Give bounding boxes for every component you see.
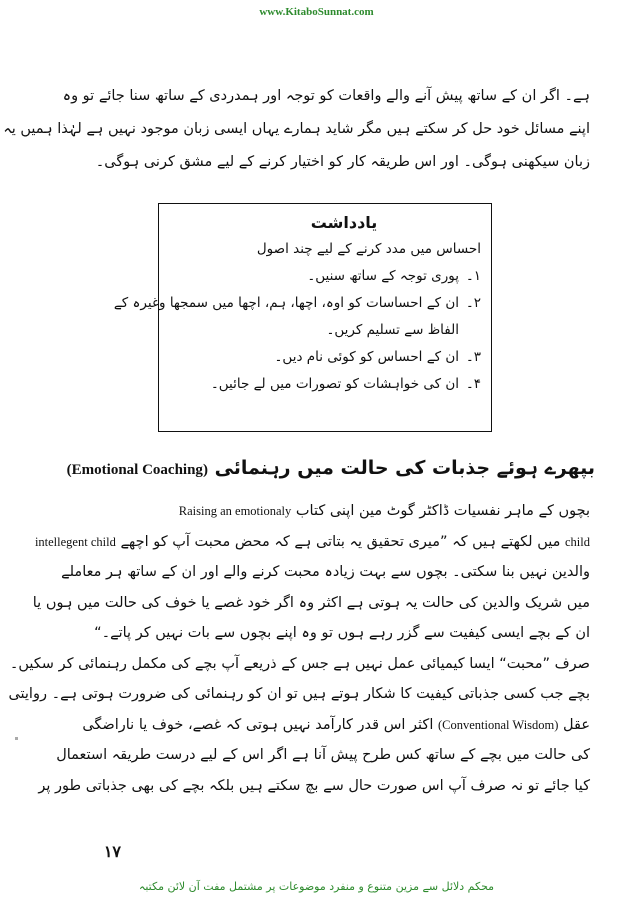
book-title-part3: child (565, 534, 590, 549)
scan-speck (15, 737, 18, 740)
body-line (70, 710, 590, 741)
memo-title: یادداشت (310, 213, 378, 232)
memo-box (113, 203, 492, 432)
memo-item-number: ۳۔ (465, 349, 481, 365)
body-line: کی حالت میں بچے کے ساتھ کس طرح پیش آنا ہے اگر اس کے لیے درست طریقہ استعمال (56, 747, 590, 763)
memo-subtitle: احساس میں مدد کرنے کے لیے چند اصول (256, 241, 481, 257)
body-line: والدین نہیں بنا سکتی۔ بچوں سے بہت زیادہ محبت کرنے والے اور ان کے ساتھ ہر معاملے (61, 564, 590, 580)
memo-item-text: ان کے احساسات کو اوہ، اچھا، ہم، اچھا میں سمجھا وغیرہ کے (113, 295, 459, 311)
body-paragraph (8, 496, 590, 801)
body-line: صرف ”محبت“ ایسا کیمیائی عمل نہیں ہے جس کے ذریعے آپ بچے کی مکمل رہنمائی کر سکیں۔ (9, 655, 590, 672)
body-line-text: میں لکھتے ہیں کہ ”میری تحقیق یہ بتاتی ہے کہ محض محبت آپ کو اچھے (120, 533, 561, 550)
body-line-text: عقل (563, 716, 590, 733)
memo-item-number: ۱۔ (465, 268, 481, 284)
body-line-text: بچوں کے ماہر نفسیات ڈاکٹر گوٹ مین اپنی کتاب (295, 503, 590, 519)
memo-item-text: ان کی خواہشات کو تصورات میں لے جائیں۔ (210, 376, 459, 392)
intro-line: زبان سیکھنی ہوگی۔ اور اس طریقہ کار کو اختیار کرنے کے لیے مشق کرنی ہوگی۔ (95, 154, 590, 170)
body-line-text: اکثر اس قدر کارآمد نہیں ہوتی کہ غصے، خوف یا ناراضگی (82, 716, 434, 733)
body-line (70, 496, 590, 527)
book-title-part1: Raising an emotionaly (178, 504, 292, 518)
section-heading-english: (Emotional Coaching) (66, 462, 208, 478)
section-heading-urdu: بپھرے ہوئے جذبات کی حالت میں رہنمائی (214, 457, 595, 479)
memo-item-continuation: الفاظ سے تسلیم کریں۔ (326, 322, 459, 338)
section-heading (66, 448, 595, 490)
body-line (34, 527, 590, 558)
memo-item-number: ۴۔ (465, 376, 481, 392)
intro-paragraph (3, 80, 590, 179)
memo-item-text: ان کے احساس کو کوئی نام دیں۔ (274, 349, 459, 365)
body-line: میں شریک والدین کی حالت یہ ہوتی ہے اکثر وہ اگر خود غصے یا خوف کی حالت میں ہوں یا (32, 594, 590, 611)
memo-item (167, 263, 481, 290)
conventional-wisdom-term: (Conventional Wisdom) (437, 717, 559, 732)
footer-tagline: محکم دلائل سے مزین متنوع و منفرد موضوعات پر مشتمل مفت آن لائن مکتبہ (138, 880, 495, 893)
memo-item-text: پوری توجہ کے ساتھ سنیں۔ (307, 268, 459, 284)
body-line: کیا جائے تو نہ صرف آپ اس صورت حال سے بچ سکتے ہیں بلکہ بچے کی بھی جذباتی طور پر (38, 777, 590, 794)
memo-item (113, 290, 481, 317)
body-line: ان کے بچے ایسی کیفیت سے گزر رہے ہوں تو وہ اپنے بچوں سے بات نہیں کر پاتے۔“ (94, 625, 590, 641)
book-title-part2: intellegent child (34, 534, 116, 549)
memo-item (167, 371, 481, 398)
page-number: ۱۷ (103, 842, 121, 861)
intro-line: اپنے مسائل خود حل کر سکتے ہیں مگر شاید ہمارے یہاں ایسی زبان موجود نہیں ہے لہٰذا ہمیں یہ (3, 121, 590, 137)
memo-item-number: ۲۔ (465, 295, 481, 311)
header-url[interactable]: www.KitaboSunnat.com (259, 6, 374, 18)
body-line: بچے جب کسی جذباتی کیفیت کا شکار ہوتے ہیں تو ان کو رہنمائی کی ضرورت ہوتی ہے۔ روایتی (8, 686, 590, 702)
memo-item (167, 344, 481, 371)
intro-line: ہے۔ اگر ان کے ساتھ پیش آنے والے واقعات کو توجہ اور ہمدردی کے ساتھ سنا جائے تو وہ (62, 88, 590, 104)
